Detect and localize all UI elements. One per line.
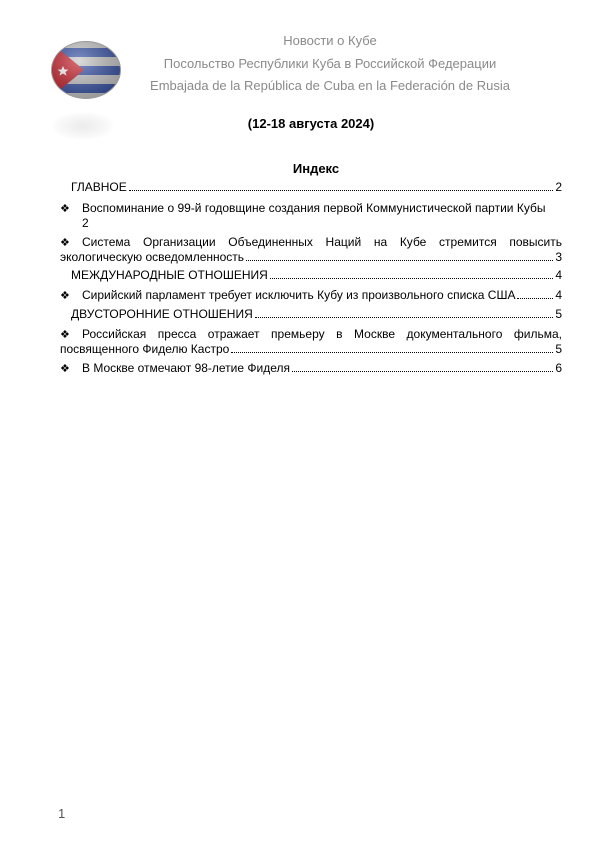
toc-title: Сирийский парламент требует исключить Кубу из произвольного списка США (82, 288, 516, 302)
bullet-icon: ❖ (60, 290, 70, 302)
toc-title: ДВУСТОРОННИЕ ОТНОШЕНИЯ (71, 307, 253, 321)
toc-section-main[interactable] (60, 180, 562, 194)
toc-page: 2 (555, 180, 562, 194)
toc-title: Российская пресса отражает премьеру в Москве документального фильма, (82, 327, 562, 341)
toc-title: МЕЖДУНАРОДНЫЕ ОТНОШЕНИЯ (71, 268, 268, 282)
toc-entry-fidel-documentary[interactable] (60, 327, 562, 356)
toc-entry-fidel-98[interactable] (60, 361, 562, 376)
bullet-icon: ❖ (60, 363, 70, 375)
bullet-icon: ❖ (60, 237, 70, 249)
toc-title: ГЛАВНОЕ (71, 180, 127, 194)
header-embassy-ru: Посольство Республики Куба в Российской Федерации (163, 56, 497, 71)
toc-leader (517, 298, 553, 299)
toc-title: Система Организации Объединенных Наций на Кубе стремится повысить (82, 235, 562, 249)
toc-title: Воспоминание о 99-й годовщине создания первой Коммунистической партии Кубы (82, 201, 546, 215)
toc-entry-un-ecology[interactable] (60, 235, 562, 264)
toc-leader (292, 371, 553, 372)
index-title: Индекс (292, 161, 340, 176)
toc-section-international[interactable] (60, 268, 562, 282)
toc-entry-syria[interactable] (60, 288, 562, 303)
toc-page: 6 (555, 361, 562, 375)
bullet-icon: ❖ (60, 203, 70, 215)
toc-leader (231, 352, 553, 353)
toc-page: 2 (82, 216, 89, 230)
cuban-flag-logo (50, 40, 122, 100)
toc-page: 3 (555, 250, 562, 264)
toc-page: 5 (555, 307, 562, 321)
toc-entry-communist-party[interactable] (60, 201, 562, 230)
page-number: 1 (58, 806, 66, 821)
toc-title-cont: экологическую осведомленность (60, 250, 245, 264)
toc-leader (270, 278, 553, 279)
date-range: (12-18 августа 2024) (247, 116, 375, 131)
toc-section-bilateral[interactable] (60, 307, 562, 321)
toc-leader (246, 260, 553, 261)
toc-title: В Москве отмечают 98-летие Фиделя (82, 361, 290, 375)
toc-page: 4 (555, 268, 562, 282)
header-news-title: Новости о Кубе (283, 33, 377, 48)
toc-leader (129, 190, 554, 191)
header-embassy-es: Embajada de la República de Cuba en la Federación de Rusia (150, 78, 510, 93)
toc-page: 4 (555, 288, 562, 302)
bullet-icon: ❖ (60, 329, 70, 341)
toc-title-cont: посвященного Фиделю Кастро (60, 342, 230, 356)
toc-page: 5 (555, 342, 562, 356)
toc-leader (255, 317, 554, 318)
